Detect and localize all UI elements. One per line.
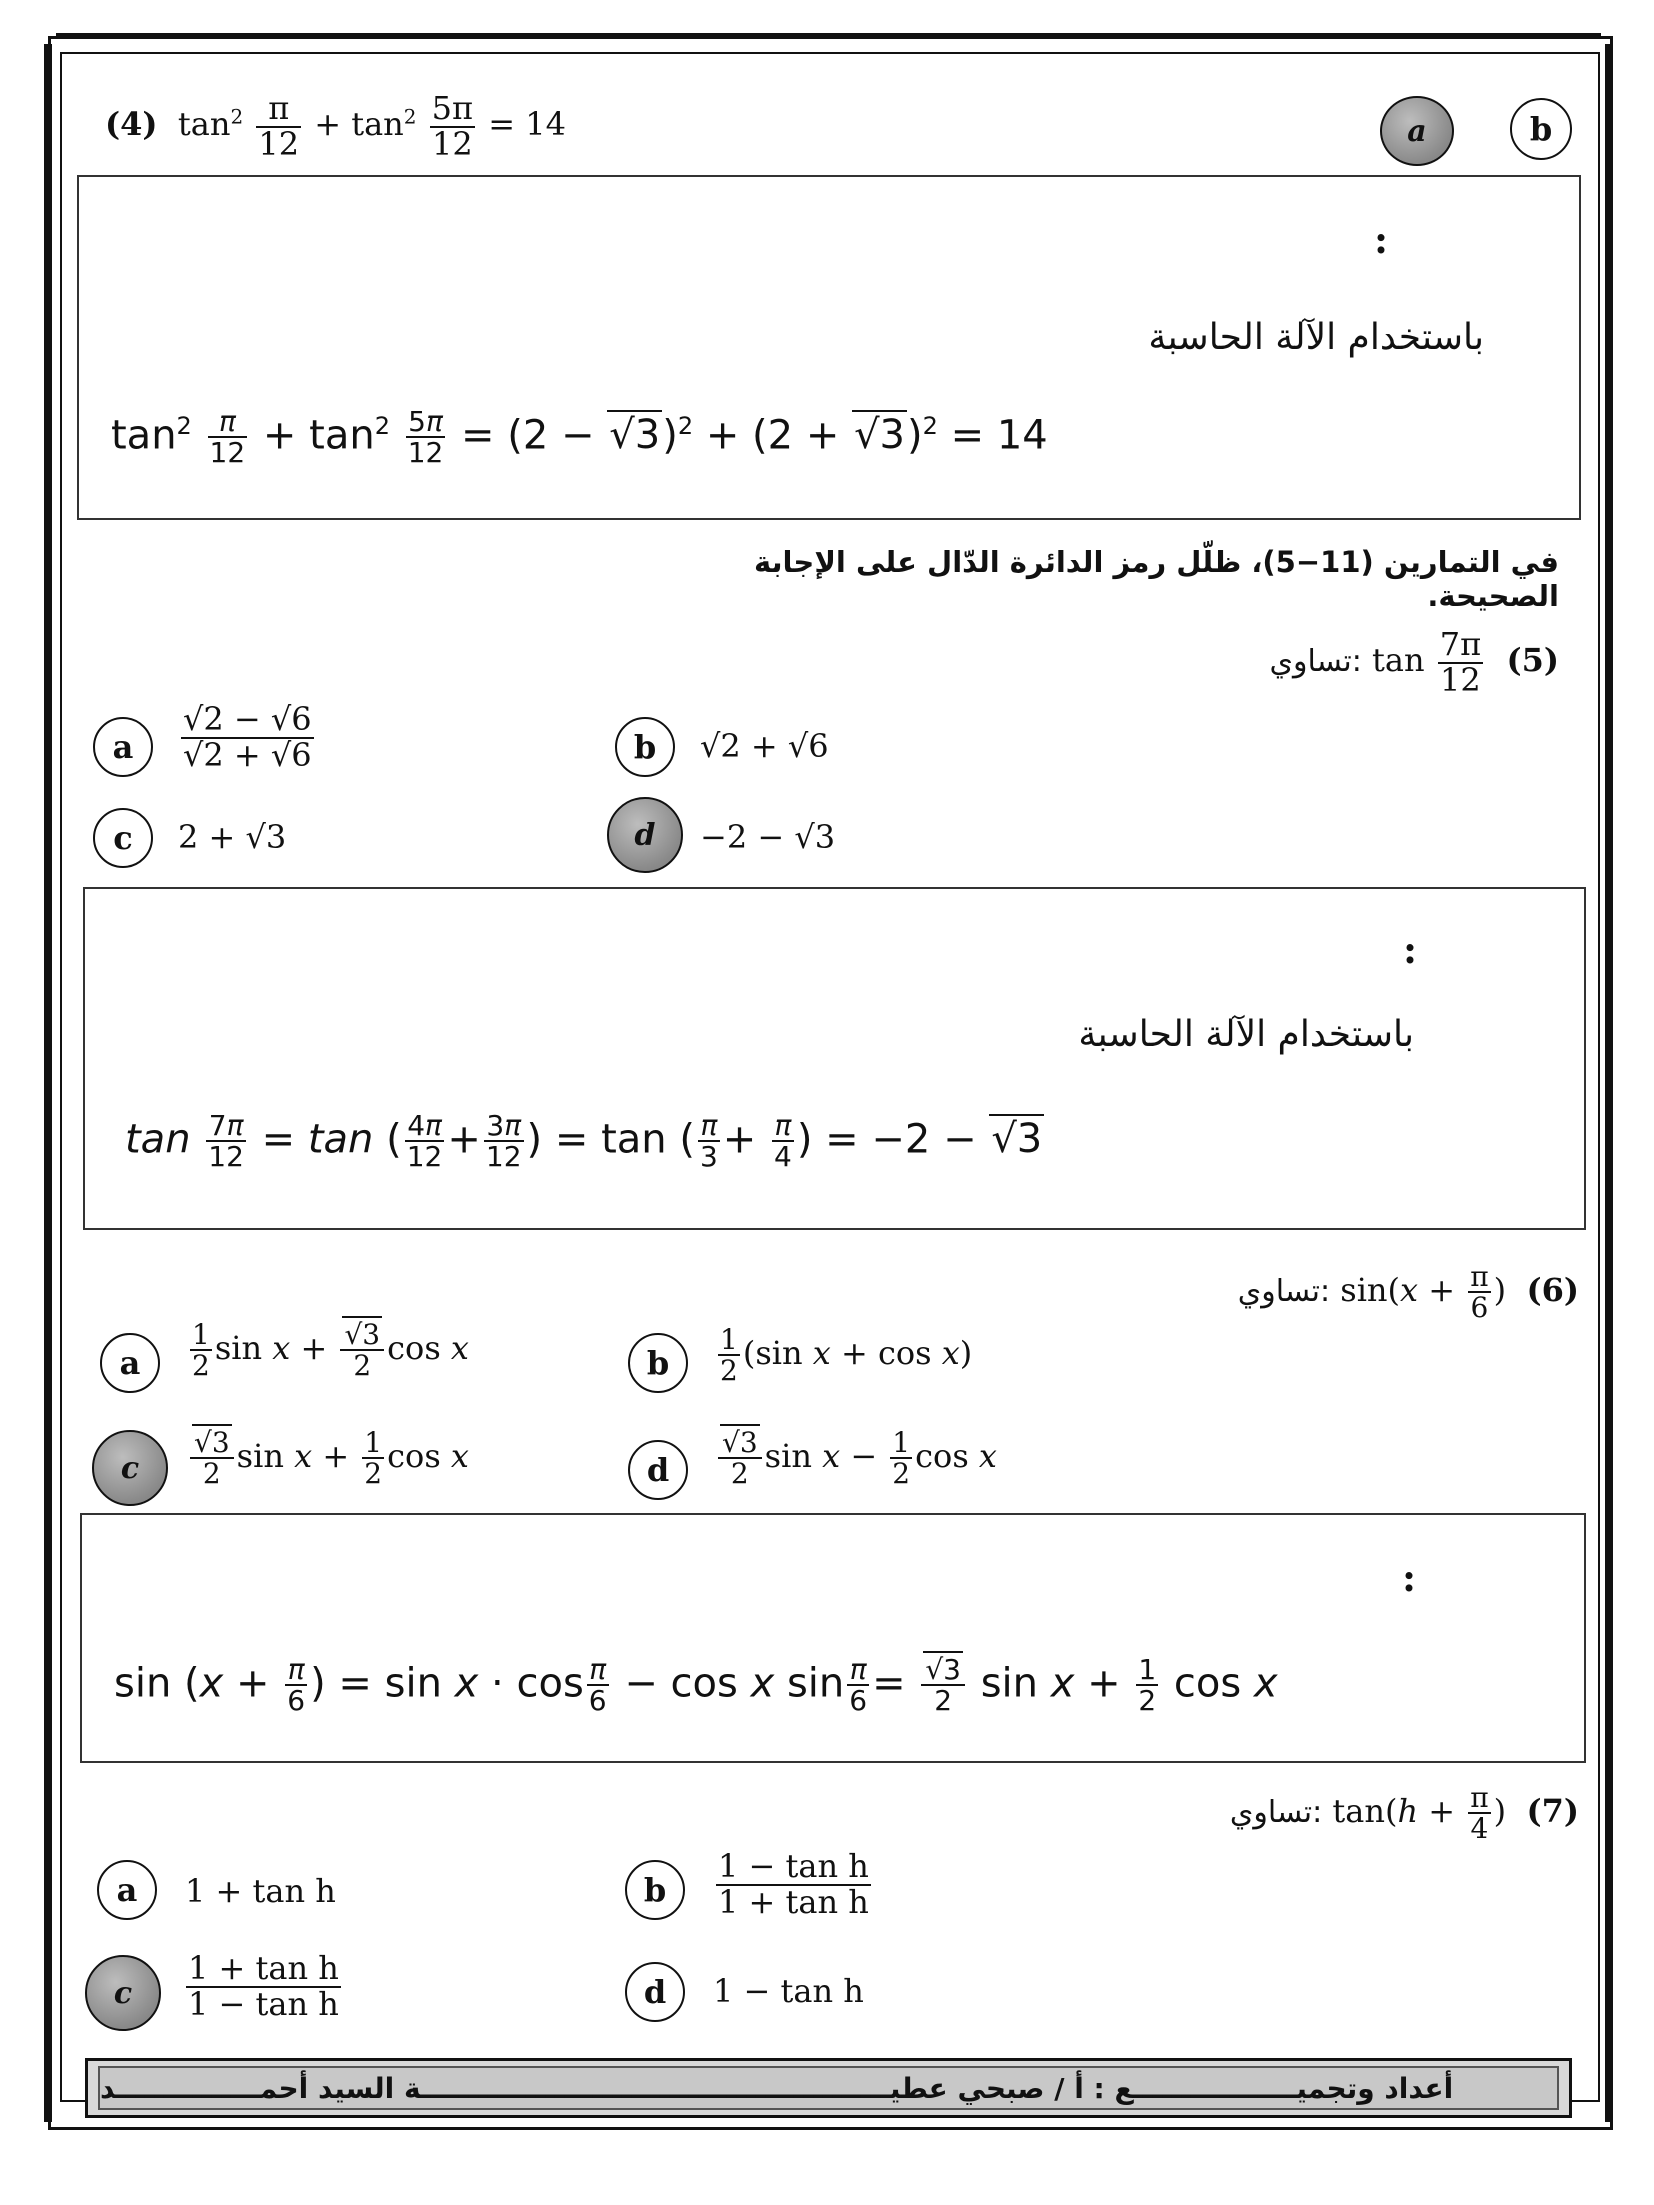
frac-num: 5π [431,89,474,127]
q7-option-a: 1 + tan h [185,1872,336,1910]
frac-den: 12 [432,124,473,163]
q6-bubble-b[interactable] [628,1333,688,1393]
fraction [256,89,301,163]
q5-solution-box [83,887,1586,1230]
bubble-label: d [634,817,656,853]
bubble-label: d [643,1973,667,2011]
bubble-label: b [633,728,657,766]
exponent: 2 [230,104,244,129]
solution-colon: : [1402,1555,1417,1600]
q7-option-c [183,1949,344,2023]
question-number: (4) [105,105,158,144]
q6-option-b: $\frac{1}{2}$ (sin x + cos x) [720,1323,973,1388]
frame-left-border [44,44,52,2122]
q7-bubble-a[interactable] [97,1860,157,1920]
stem-word: تساوي: [1269,644,1362,680]
q7-bubble-c-selected[interactable] [85,1955,161,2031]
frac-den: √2 + √6 [183,735,312,774]
q5-statement [1269,625,1559,699]
q6-bubble-a[interactable] [100,1333,160,1393]
answer-bubble-b[interactable] [1510,98,1572,160]
frac-den: 1 + tan h [718,1882,869,1921]
tan-func: tan [351,105,404,144]
solution-equation: tan $\frac{7\pi}{12}$ = tan ( $\frac{4\pi}{12}$ + $\frac{3\pi}{12}$ ) = tan ( $\frac{\pi}{3}$ + $\frac{\pi}{4}$ ) = −2 − √3 [125,1109,1043,1174]
footer-credit: أعداد وتجميـــــــــــــــــع : أ / صبحي عطيـــــــــــــــــــــــــــــــــــــــــــــــــة السيد أحمـــــــــــــــد [98,2066,1559,2110]
q7-statement: تساوي: tan(h + $\frac{\pi}{4}$ ) (7) [1229,1781,1579,1846]
tan-func: tan [1372,641,1425,680]
q6-option-a: $\frac{1}{2}$ sin x + $\frac{√3}{2}$ cos x [192,1318,469,1383]
fraction [430,89,475,163]
solution-note: باستخدام الآلة الحاسبة [1078,1014,1414,1055]
frac-den: 1 − tan h [188,1984,339,2023]
bubble-label: a [119,1344,141,1382]
q6-statement: تساوي: sin(x + $\frac{\pi}{6}$ ) (6) [1237,1260,1579,1325]
question-number: (6) [1526,1270,1579,1309]
frac-den: 12 [1440,660,1481,699]
instructions-text: في التمارين (11−5)، ظلّل رمز الدائرة الدّال على الإجابة الصحيحة. [754,545,1559,613]
q4-solution-box [77,175,1581,520]
q5-option-b: √2 + √6 [700,727,829,765]
bubble-label: a [1407,113,1427,149]
bubble-label: a [112,728,134,766]
frac-num: π [256,92,301,128]
frac-num: 1 + tan h [188,1949,339,1987]
frac-num: 1 − tan h [718,1847,869,1885]
q7-option-b [713,1847,874,1921]
bubble-label: d [646,1451,670,1489]
question-number: (7) [1526,1791,1579,1830]
equation-rhs: = 14 [488,105,566,144]
q4-statement [105,89,566,163]
frac-num: 7π [1439,625,1482,663]
q6-option-c: $\frac{√3}{2}$ sin x + $\frac{1}{2}$ cos x [187,1428,469,1489]
q7-bubble-b[interactable] [625,1860,685,1920]
bubble-label: c [113,819,133,857]
q5-option-d: −2 − √3 [700,818,836,856]
stem-word: تساوي: [1237,1273,1331,1309]
bubble-label: c [113,1975,133,2011]
stem-word: تساوي: [1229,1794,1323,1830]
question-number: (5) [1506,641,1559,680]
q6-solution-box [80,1513,1586,1763]
solution-note: باستخدام الآلة الحاسبة [1148,317,1484,358]
tan-func: tan [177,105,231,144]
bubble-label: a [116,1871,138,1909]
q7-option-d: 1 − tan h [713,1972,864,2010]
solution-equation: $\tan^2$ $\frac{\pi}{12}$ + $\tan^2$ $\frac{5\pi}{12}$ = $(2 - √3)^2 + (2 + √3)^2 = 14$ [111,405,1048,470]
q5-option-a [178,700,317,774]
q5-bubble-b[interactable] [615,717,675,777]
frac-num: √2 − √6 [183,700,312,738]
q6-option-d: $\frac{√3}{2}$ sin x − $\frac{1}{2}$ cos x [715,1428,997,1489]
exponent: 2 [403,104,417,129]
frame-right-border [1605,44,1613,2122]
q7-bubble-d[interactable] [625,1962,685,2022]
frac-den: 12 [258,124,300,163]
q6-bubble-d[interactable] [628,1440,688,1500]
solution-colon: : [1403,927,1418,972]
bubble-label: c [120,1450,140,1486]
q5-bubble-a[interactable] [93,717,153,777]
plus-sign: + [314,105,342,144]
q5-bubble-d-selected[interactable] [607,797,683,873]
bubble-label: b [1529,110,1553,148]
answer-bubble-a-selected[interactable] [1380,96,1454,166]
fraction [1438,625,1483,699]
q5-option-c: 2 + √3 [178,818,287,856]
bubble-label: b [646,1344,670,1382]
solution-equation: sin (x + $\frac{\pi}{6}$ ) = sin x · cos $\frac{\pi}{6}$ − cos x sin $\frac{\pi}{6}$ = $\frac{√3}{2}$ sin x + $\frac{1}{2}$ cos x [114,1653,1278,1718]
footer-banner [85,2058,1572,2118]
bubble-label: b [643,1871,667,1909]
solution-colon: : [1374,217,1389,262]
q6-bubble-c-selected[interactable] [92,1430,168,1506]
q5-bubble-c[interactable] [93,808,153,868]
